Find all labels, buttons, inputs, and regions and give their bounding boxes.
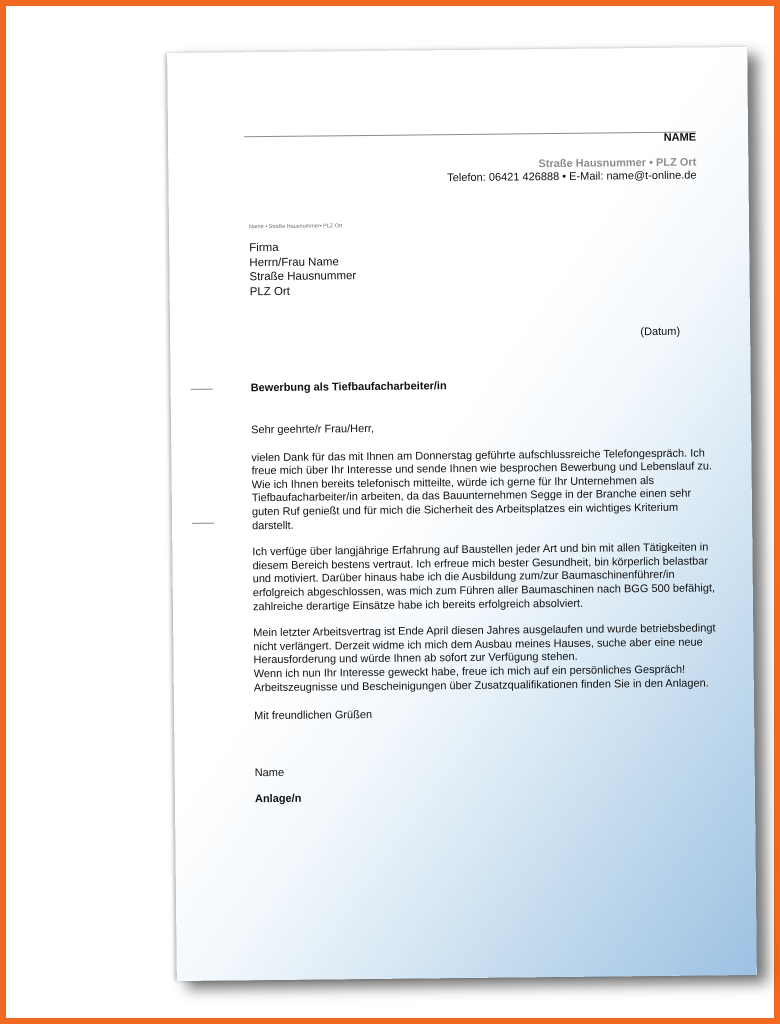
text-line: Herausforderung und würde Ihnen ab sofort zur Verfügung stehen. xyxy=(253,651,578,667)
text-line: nicht verlängert. Derzeit widme ich mich dem Ausbau meines Hauses, suche aber eine neue xyxy=(253,636,703,653)
text-line: guten Ruf genießt und für mich die Sicherheit des Arbeitsplatzes ein wichtiges Kriterium xyxy=(251,501,679,519)
recipient-line: Straße Hausnummer xyxy=(249,270,357,284)
header-rule xyxy=(244,132,696,138)
salutation: Sehr geehrte/r Frau/Herr, xyxy=(251,422,375,437)
text-line: Wenn ich nun Ihr Interesse geweckt habe, freue ich mich auf ein persönliches Gespräch! xyxy=(253,663,686,681)
text-line: Tiefbaufacharbeiter/in arbeiten, da das Bauunternehmen Segge in der Branche einen sehr xyxy=(251,487,692,505)
closing-formula: Mit freundlichen Grüßen xyxy=(254,708,373,723)
paragraph-3 xyxy=(253,623,714,696)
sender-return-line: Name • Straße Hausnummer• PLZ Ort xyxy=(248,223,343,231)
letter-date: (Datum) xyxy=(640,325,681,339)
text-line: erfolgreich abgeschlossen, was mich zum Führen aller Baumaschinen nach BGG 500 befähigt, xyxy=(252,582,716,600)
text-line: diesem Bereich bestens vertraut. Ich erfreue mich bester Gesundheit, bin körperlich belastbar xyxy=(252,555,709,572)
header-address: Straße Hausnummer • PLZ Ort xyxy=(538,156,697,171)
text-line: vielen Dank für das mit Ihnen am Donnerstag geführte aufschlussreiche Telefongespräch. Ich xyxy=(251,447,705,464)
paragraph-2 xyxy=(252,541,716,615)
text-line: Wie ich Ihnen bereits telefonisch mitteilte, würde ich gerne für Ihr Unternehmen als xyxy=(251,474,655,491)
recipient-line: Firma xyxy=(249,241,279,255)
fold-mark xyxy=(192,523,214,524)
text-line: Ich verfüge über langjährige Erfahrung auf Baustellen jeder Art und bin mit allen Tätigkeiten in xyxy=(252,541,709,559)
paragraph-1 xyxy=(251,447,712,533)
signature-name: Name xyxy=(254,766,285,780)
text-line: freue mich über Ihr Interesse und sende Ihnen wie besprochen Bewerbung und Lebenslauf zu. xyxy=(251,460,713,478)
attachments-label: Anlage/n xyxy=(254,792,302,806)
recipient-line: PLZ Ort xyxy=(249,285,290,298)
letter-subject: Bewerbung als Tiefbaufacharbeiter/in xyxy=(250,380,447,395)
text-line: und motiviert. Darüber hinaus habe ich die Ausbildung zum/zur Baumaschinenführer/in xyxy=(252,569,675,586)
text-line: zahlreiche derartige Einsätze habe ich bereits erfolgreich absolviert. xyxy=(252,597,584,613)
letter-page xyxy=(167,47,757,981)
recipient-address xyxy=(249,240,356,299)
header-name: NAME xyxy=(663,131,697,144)
recipient-line: Herrn/Frau Name xyxy=(249,255,339,269)
text-line: darstellt. xyxy=(252,519,294,532)
text-line: Mein letzter Arbeitsvertrag ist Ende April diesen Jahres ausgelaufen und wurde betriebsbedingt xyxy=(253,622,716,640)
header-contact: Telefon: 06421 426888 • E-Mail: name@t-online.de xyxy=(447,169,697,185)
text-line: Arbeitszeugnisse und Bescheinigungen über Zusatzqualifikationen finden Sie in den Anlagen. xyxy=(253,676,709,694)
letter-body xyxy=(251,419,714,695)
fold-mark xyxy=(191,389,213,390)
